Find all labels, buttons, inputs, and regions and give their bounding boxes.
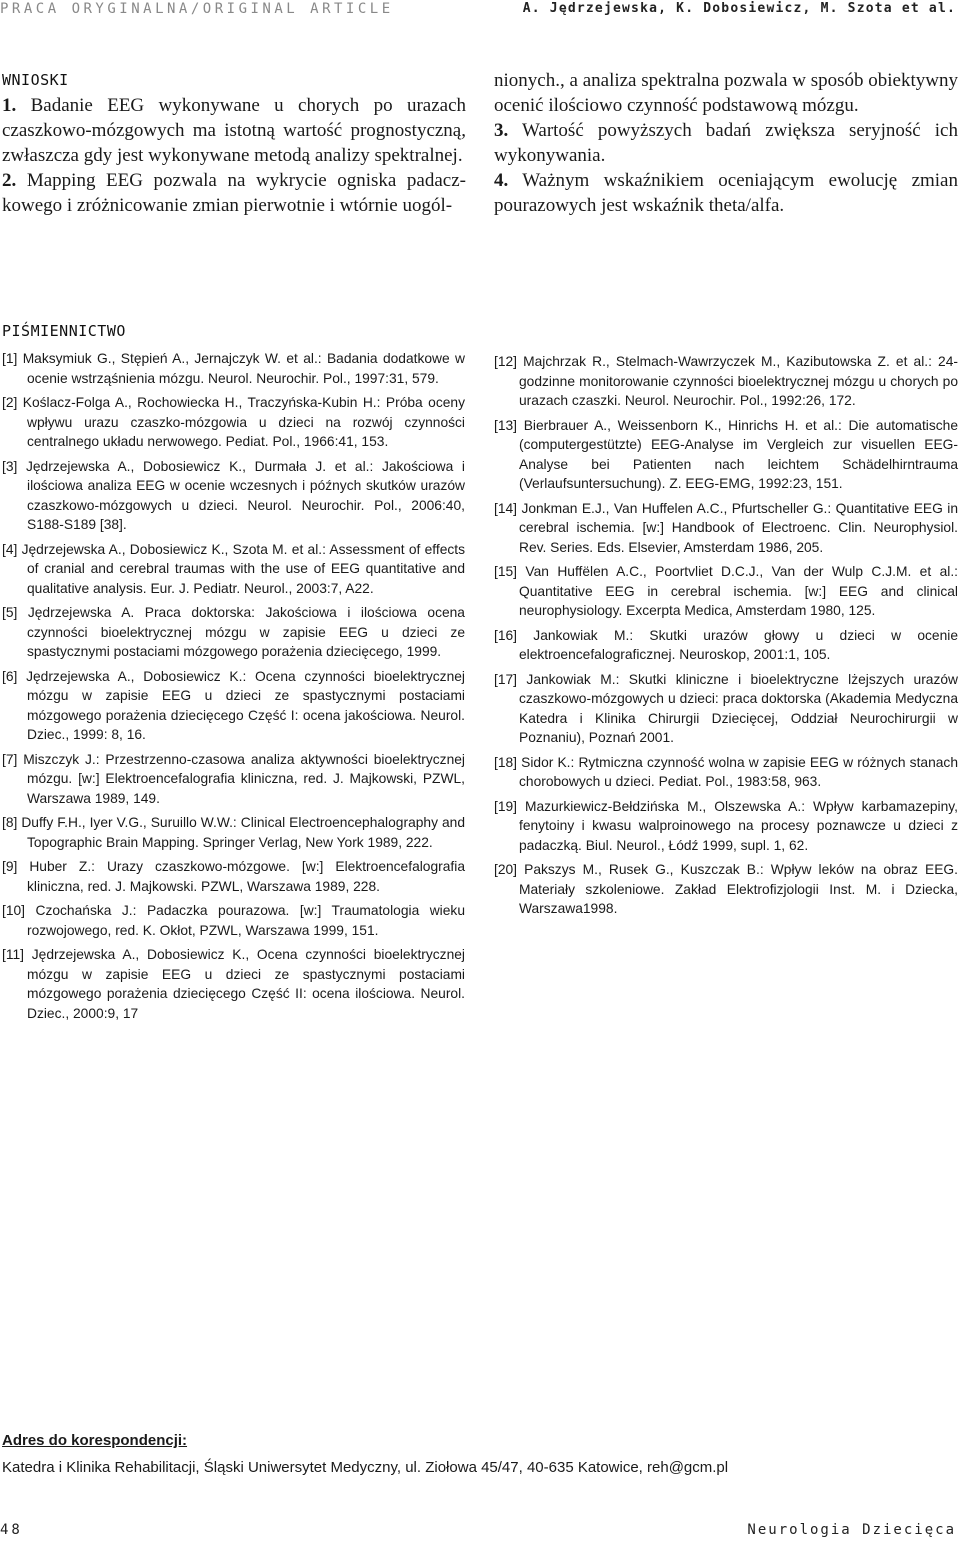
reference-item: [15] Van Huffëlen A.C., Poortvliet D.C.J., Van der Wulp C.J.M. et al.: Quantitative EEG in cerebral ischemia. [w:] EEG and clinical neurophysiology. Excerpta Medica, Amsterdam 1980, 125. [494,564,958,618]
running-header-authors: A. Jędrzejewska, K. Dobosiewicz, M. Szota et al. [522,1,956,16]
references-right-column [494,352,958,924]
reference-item: [2] Koślacz-Folga A., Rochowiecka H., Traczyńska-Kubin H.: Próba oceny wpływu urazu czaszko-mózgowia u dzieci na rozwój czynności centralnego układu nerwowego. Pediat. Pol., 1966:41, 153. [2,395,465,449]
reference-item: [8] Duffy F.H., Iyer V.G., Suruillo W.W.: Clinical Electroencephalography and Topographic Brain Mapping. Springer Verlag, New York 1989, 222. [2,815,465,850]
reference-item: [13] Bierbrauer A., Weissenborn K., Hinrichs H. et al.: Die automatische (computergestützte) EEG-Analyse im Vergleich zur visuellen EEG-Analyse bei Patienten nach leichtem Schädelhirntrauma (Verlaufsuntersuchung). Z. EEG-EMG, 1992:23, 151. [494,417,958,491]
correspondence-address: Katedra i Klinika Rehabilitacji, Śląski Uniwersytet Medyczny, ul. Ziołowa 45/47, 40-635 Katowice, reh@gcm.pl [2,1459,729,1476]
reference-item: [7] Miszczyk J.: Przestrzenno-czasowa analiza aktywności bioelektrycznej mózgu. [w:] Elektroencefalografia kliniczna, red. J. Majkowski, PZWL, Warszawa 1989, 149. [2,751,465,806]
conclusions-left-column [2,93,466,218]
reference-item: [4] Jędrzejewska A., Dobosiewicz K., Szota M. et al.: Assessment of effects of cranial and cerebral traumas with the use of EEG quantitative and qualitative analysis. Eur. J. Pediatr. Neurol., 2003:7, A22. [2,541,465,596]
reference-item: [1] Maksymiuk G., Stępień A., Jernajczyk W. et al.: Badania dodatkowe w ocenie wstrząśnienia mózgu. Neurol. Neurochir. Pol., 1997:31, 579. [2,351,465,386]
conclusions-right-column [494,68,958,218]
reference-item: [20] Pakszys M., Rusek G., Kuszczak B.: Wpływ leków na obraz EEG. Materiały szkoleniowe. Zakład Elektrofizjologii Inst. M. i Dziecka, Warszawa1998. [494,862,958,916]
reference-item: [12] Majchrzak R., Stelmach-Wawrzyczek M., Kazibutowska Z. et al.: 24-godzinne monitorowanie czynności bioelektrycznej mózgu u chorych po urazach czaszki. Neurol. Neurochir. Pol., 1992:26, 172. [494,354,958,408]
reference-item: [17] Jankowiak M.: Skutki kliniczne i bioelektryczne lżejszych urazów czaszkowo-mózgowych u dzieci: praca doktorska (Akademia Medyczna Katedra i Klinika Chirurgii Dziecięcej, Oddział Neurochirurgii w Poznaniu), Poznań 2001. [494,671,958,745]
conclusion-item-2-start: 2. Mapping EEG pozwala na wykrycie ogniska padaczkowego i zróżnicowanie zmian pierwotnie i wtórnie uogól- [2,170,466,216]
conclusion-item-1: 1. Badanie EEG wykonywane u chorych po urazach czaszkowo-mózgowych ma istotną wartość prognostyczną, zwłaszcza gdy jest wykonywane metodą analizy spektralnej. [2,95,466,166]
reference-item: [14] Jonkman E.J., Van Huffelen A.C., Pfurtscheller G.: Quantitative EEG in cerebral ischemia. [w:] Handbook of Electroenc. Clin. Neurophysiol. Rev. Series. Eds. Elsevier, Amsterdam 1986, 205. [494,500,958,555]
conclusions-heading: WNIOSKI [2,71,69,89]
reference-item: [11] Jędrzejewska A., Dobosiewicz K., Ocena czynności bioelektrycznej mózgu w zapisie EEG u dzieci ze spastycznymi postaciami mózgowego porażenia dziecięcego Część II: ocena ilościowa. Neurol. Dziec., 2000:9, 17 [2,947,465,1021]
reference-item: [16] Jankowiak M.: Skutki urazów głowy u dzieci w ocenie elektroencefalograficznej. Neuroskop, 2001:1, 105. [494,627,958,662]
reference-item: [6] Jędrzejewska A., Dobosiewicz K.: Ocena czynności bioelektrycznej mózgu w zapisie EEG u dzieci ze spastycznymi postaciami mózgowego porażenia dziecięcego Część I: ocena jakościowa. Neurol. Dziec., 1999: 8, 16. [2,668,465,742]
journal-name: Neurologia Dziecięca [747,1522,956,1538]
reference-item: [9] Huber Z.: Urazy czaszkowo-mózgowe. [w:] Elektroencefalografia kliniczna, red. J. Majkowski. PZWL, Warszawa 1989, 228. [2,859,465,894]
references-heading: PIŚMIENNICTWO [2,322,126,340]
reference-item: [3] Jędrzejewska A., Dobosiewicz K., Durmała J. et al.: Jakościowa i ilościowa analiza EEG w ocenie wczesnych i późnych skutków urazów czaszkowo-mózgowych u dzieci. Neurol. Neurochir. Pol., 2006:40, S188-S189 [38]. [2,458,465,532]
correspondence-label: Adres do korespondencji: [2,1432,188,1449]
reference-item: [18] Sidor K.: Rytmiczna czynność wolna w zapisie EEG w różnych stanach chorobowych u dzieci. Pediat. Pol., 1983:58, 963. [494,754,958,789]
page-number: 48 [0,1522,23,1538]
reference-item: [19] Mazurkiewicz-Bełdzińska M., Olszewska A.: Wpływ karbamazepiny, fenytoiny i kwasu walproinowego na procesy poznawcze u dzieci z padaczką. Biul. Neurol., Łódź 1999, supl. 1, 62. [494,798,958,853]
conclusion-item-3: 3. Wartość powyższych badań zwiększa seryjność ich wykonywania. [494,120,958,166]
conclusion-item-4: 4. Ważnym wskaźnikiem oceniającym ewolucję zmian pourazowych jest wskaźnik theta/alfa. [494,170,958,216]
reference-item: [10] Czochańska J.: Padaczka pourazowa. [w:] Traumatologia wieku rozwojowego, red. K. Okłot, PZWL, Warszawa 1999, 151. [2,903,465,938]
reference-item: [5] Jędrzejewska A. Praca doktorska: Jakościowa i ilościowa ocena czynności bioelektrycznej mózgu w zapisie EEG u dzieci ze spastycznymi postaciami mózgowego porażenia dziecięcego, 1999. [2,605,465,659]
conclusion-item-2-end: nionych., a analiza spektralna pozwala w sposób obiektywny ocenić ilościowo czynność podstawową mózgu. [494,70,958,116]
running-header-section: PRACA ORYGINALNA/ORIGINAL ARTICLE [0,1,394,17]
references-left-column [2,349,465,1028]
